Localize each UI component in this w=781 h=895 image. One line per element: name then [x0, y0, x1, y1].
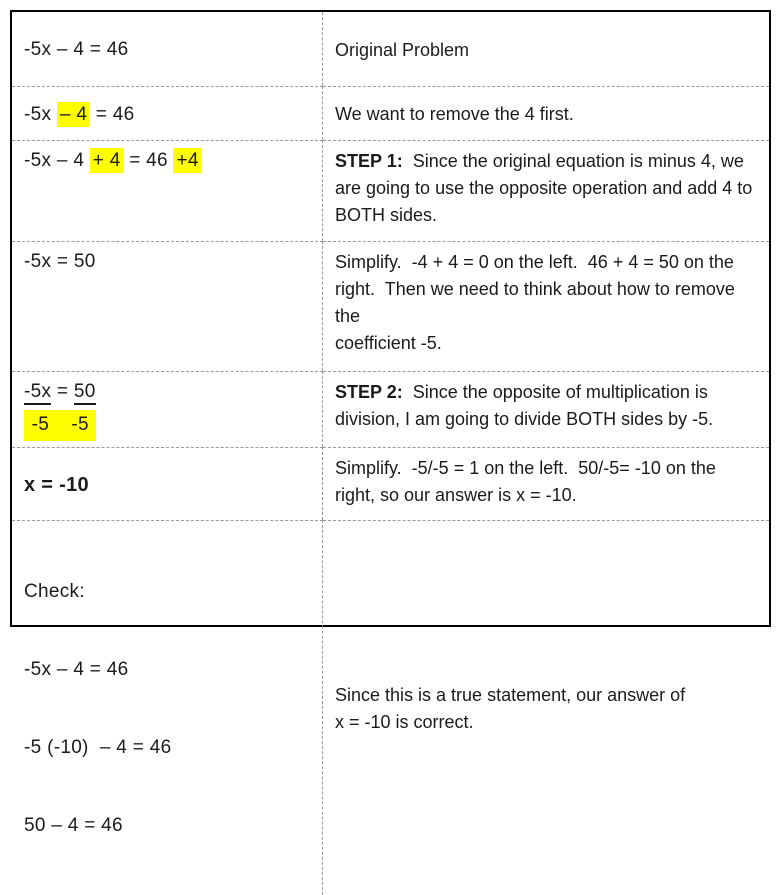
equation-cell-answer: [12, 447, 323, 520]
equation-segment: = 46: [123, 150, 174, 171]
explanation-cell-remove4: [323, 86, 769, 140]
explanation-check: [335, 682, 759, 736]
worksheet-table: [10, 10, 771, 836]
equation-cell-check: [12, 520, 323, 895]
explanation-simplify1: [335, 249, 759, 357]
explanation-original: Original Problem: [335, 39, 470, 60]
explanation-remove4: We want to remove the 4 first.: [335, 104, 574, 124]
explanation-step2: [335, 379, 759, 433]
equation-step1: [24, 148, 312, 174]
check-line-2: -5x – 4 = 46: [24, 659, 129, 680]
numerator-right: 50: [74, 381, 96, 405]
equals-sign: =: [51, 381, 74, 402]
step1-label: STEP 1:: [335, 151, 403, 171]
check-text-line2: x = -10 is correct.: [335, 712, 474, 732]
simplify1-line1: Simplify. -4 + 4 = 0 on the left. 46 + 4 = 50 on the right. Then we need to think about how to remove the: [335, 252, 740, 326]
explanation-cell-simplify1: [323, 241, 769, 371]
divisor-row: [24, 405, 312, 441]
equation-remove4: [24, 102, 312, 128]
equation-segment: -5x: [24, 103, 57, 125]
highlight-minus4: – 4: [57, 102, 90, 127]
step1-text: Since the original equation is minus 4, we are going to use the opposite operation and add 4 to BOTH sides.: [335, 151, 758, 225]
highlight-plus4-right: +4: [173, 148, 201, 173]
explanation-cell-step1: [323, 140, 769, 241]
equation-cell-original: [12, 12, 323, 86]
equation-original: -5x – 4 = 46: [24, 39, 129, 60]
highlight-divisors: -5 -5: [24, 410, 96, 441]
equation-answer: x = -10: [24, 474, 89, 496]
equation-segment: = 46: [90, 103, 135, 125]
numerator-left: -5x: [24, 381, 51, 405]
equation-cell-step1: [12, 140, 323, 241]
explanation-cell-simplify2: [323, 447, 769, 520]
equation-cell-remove4: [12, 86, 323, 140]
step2-text: Since the opposite of multiplication is division, I am going to divide BOTH sides by -5.: [335, 382, 714, 429]
explanation-simplify2: Simplify. -5/-5 = 1 on the left. 50/-5= -10 on the right, so our answer is x = -10.: [335, 458, 721, 505]
explanation-cell-original: [323, 12, 769, 86]
equation-cell-step2: [12, 371, 323, 447]
explanation-cell-step2: [323, 371, 769, 447]
check-line-3: -5 (-10) – 4 = 46: [24, 737, 172, 758]
equation-simplified: -5x = 50: [24, 251, 96, 272]
check-text-line1: Since this is a true statement, our answer of: [335, 685, 686, 705]
equation-segment: -5x – 4: [24, 150, 90, 171]
simplify1-line2: coefficient -5.: [335, 333, 442, 353]
highlight-plus4-left: + 4: [90, 148, 124, 173]
equation-cell-simplified: [12, 241, 323, 371]
explanation-cell-check: [323, 520, 769, 895]
explanation-step1: [335, 148, 759, 229]
check-line-4: 50 – 4 = 46: [24, 815, 123, 836]
equation-divide: [24, 379, 312, 405]
check-line-1: Check:: [24, 581, 85, 602]
check-work: [24, 524, 312, 891]
step2-label: STEP 2:: [335, 382, 403, 402]
